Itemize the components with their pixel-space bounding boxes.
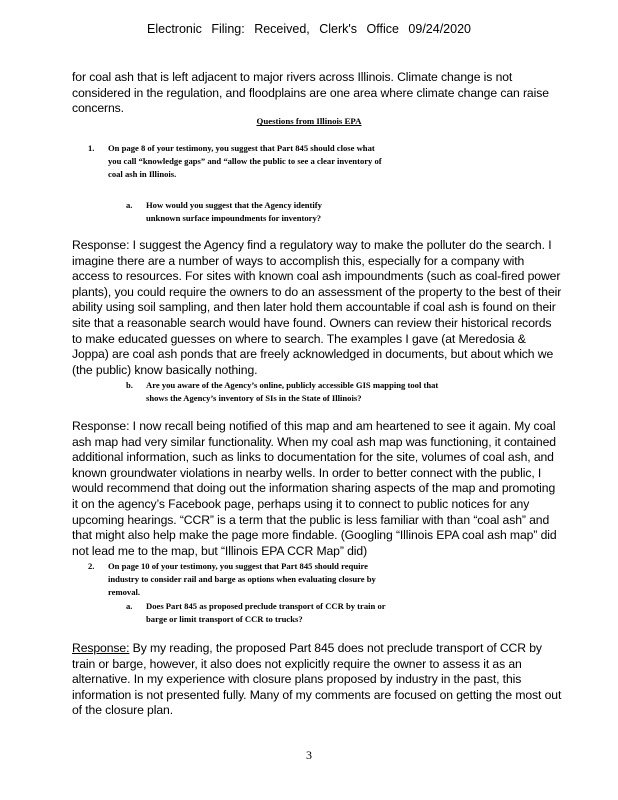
question-2a-text: Does Part 845 as proposed preclude transport of CCR by train or barge or limit transport of CCR to trucks?: [146, 601, 386, 624]
question-2: [88, 560, 388, 599]
questions-title-text: Questions from Illinois EPA: [256, 116, 362, 126]
question-1a-text: How would you suggest that the Agency identify unknown surface impoundments for inventory?: [146, 200, 322, 223]
question-2-number: 2.: [88, 561, 95, 571]
response-1b-label: Response:: [72, 419, 130, 433]
filing-header: Electronic Filing: Received, Clerk's Office 09/24/2020: [147, 22, 471, 36]
response-1a: [72, 238, 562, 378]
response-1a-text: I suggest the Agency find a regulatory way to make the polluter do the search. I imagine there are a number of ways to accomplish this, especially for a company with access to resources. For sites with known coal ash impoundments (such as coal-fired power plants), you could require the owners to do an assessment of the property to the best of their ability using soil sampling, and then later hold them accountable if coal ash is found on their site that a reasonable search would have found. Owners can review their historical records to make educated guesses on where to search. The examples I gave (at Meredosia & Joppa) are coal ash ponds that are freely acknowledged in documents, but about which we (the public) know basically nothing.: [72, 238, 562, 377]
question-1a: [126, 199, 356, 225]
questions-title: [0, 116, 618, 126]
intro-paragraph: for coal ash that is left adjacent to major rivers across Illinois. Climate change is not considered in the regulation, and floodplains are one area where climate change can raise concerns.: [72, 70, 549, 116]
question-1-number: 1.: [88, 143, 95, 153]
question-1a-number: a.: [126, 200, 133, 210]
question-2a-number: a.: [126, 601, 133, 611]
response-1a-label: Response:: [72, 238, 130, 252]
question-1b-text: Are you aware of the Agency’s online, publicly accessible GIS mapping tool that shows the Agency’s inventory of SIs in the State of Illinois?: [146, 380, 439, 403]
page-number: 3: [306, 748, 312, 762]
question-2a: [126, 600, 386, 626]
question-2-text: On page 10 of your testimony, you suggest that Part 845 should require industry to consider rail and barge as options when evaluating closure by removal.: [108, 561, 376, 597]
question-1b-number: b.: [126, 380, 133, 390]
response-1b-text: I now recall being notified of this map and am heartened to see it again. My coal ash map had very similar functionality. When my coal ash map was functioning, it contained additional information, such as links to documentation for the site, volumes of coal ash, and known groundwater violations in nearby wells. In order to better connect with the public, I would recommend that doing out the information sharing aspects of the map and promoting it on the agency’s Facebook page, perhaps using it to connect to public notices for any upcoming hearings. “CCR” is a term that the public is less familiar with than “coal ash” and that might also help make the page more findable. (Googling “Illinois EPA coal ash map” did not lead me to the map, but “Illinois EPA CCR Map” did): [72, 419, 557, 558]
question-1: [88, 142, 388, 181]
question-1-text: On page 8 of your testimony, you suggest that Part 845 should close what you call “knowledge gaps” and “allow the public to see a clear inventory of coal ash in Illinois.: [108, 143, 382, 179]
response-1b: [72, 419, 562, 559]
question-1b: [126, 379, 446, 405]
response-2a: [72, 641, 562, 719]
response-2a-label: Response:: [72, 641, 130, 655]
response-2a-text: By my reading, the proposed Part 845 does not preclude transport of CCR by train or barge, however, it also does not explicitly require the owner to assess it as an alternative. In my experience with closure plans proposed by industry in the past, this information is not presented fully. Many of my comments are focused on getting the most out of the closure plan.: [72, 641, 562, 718]
